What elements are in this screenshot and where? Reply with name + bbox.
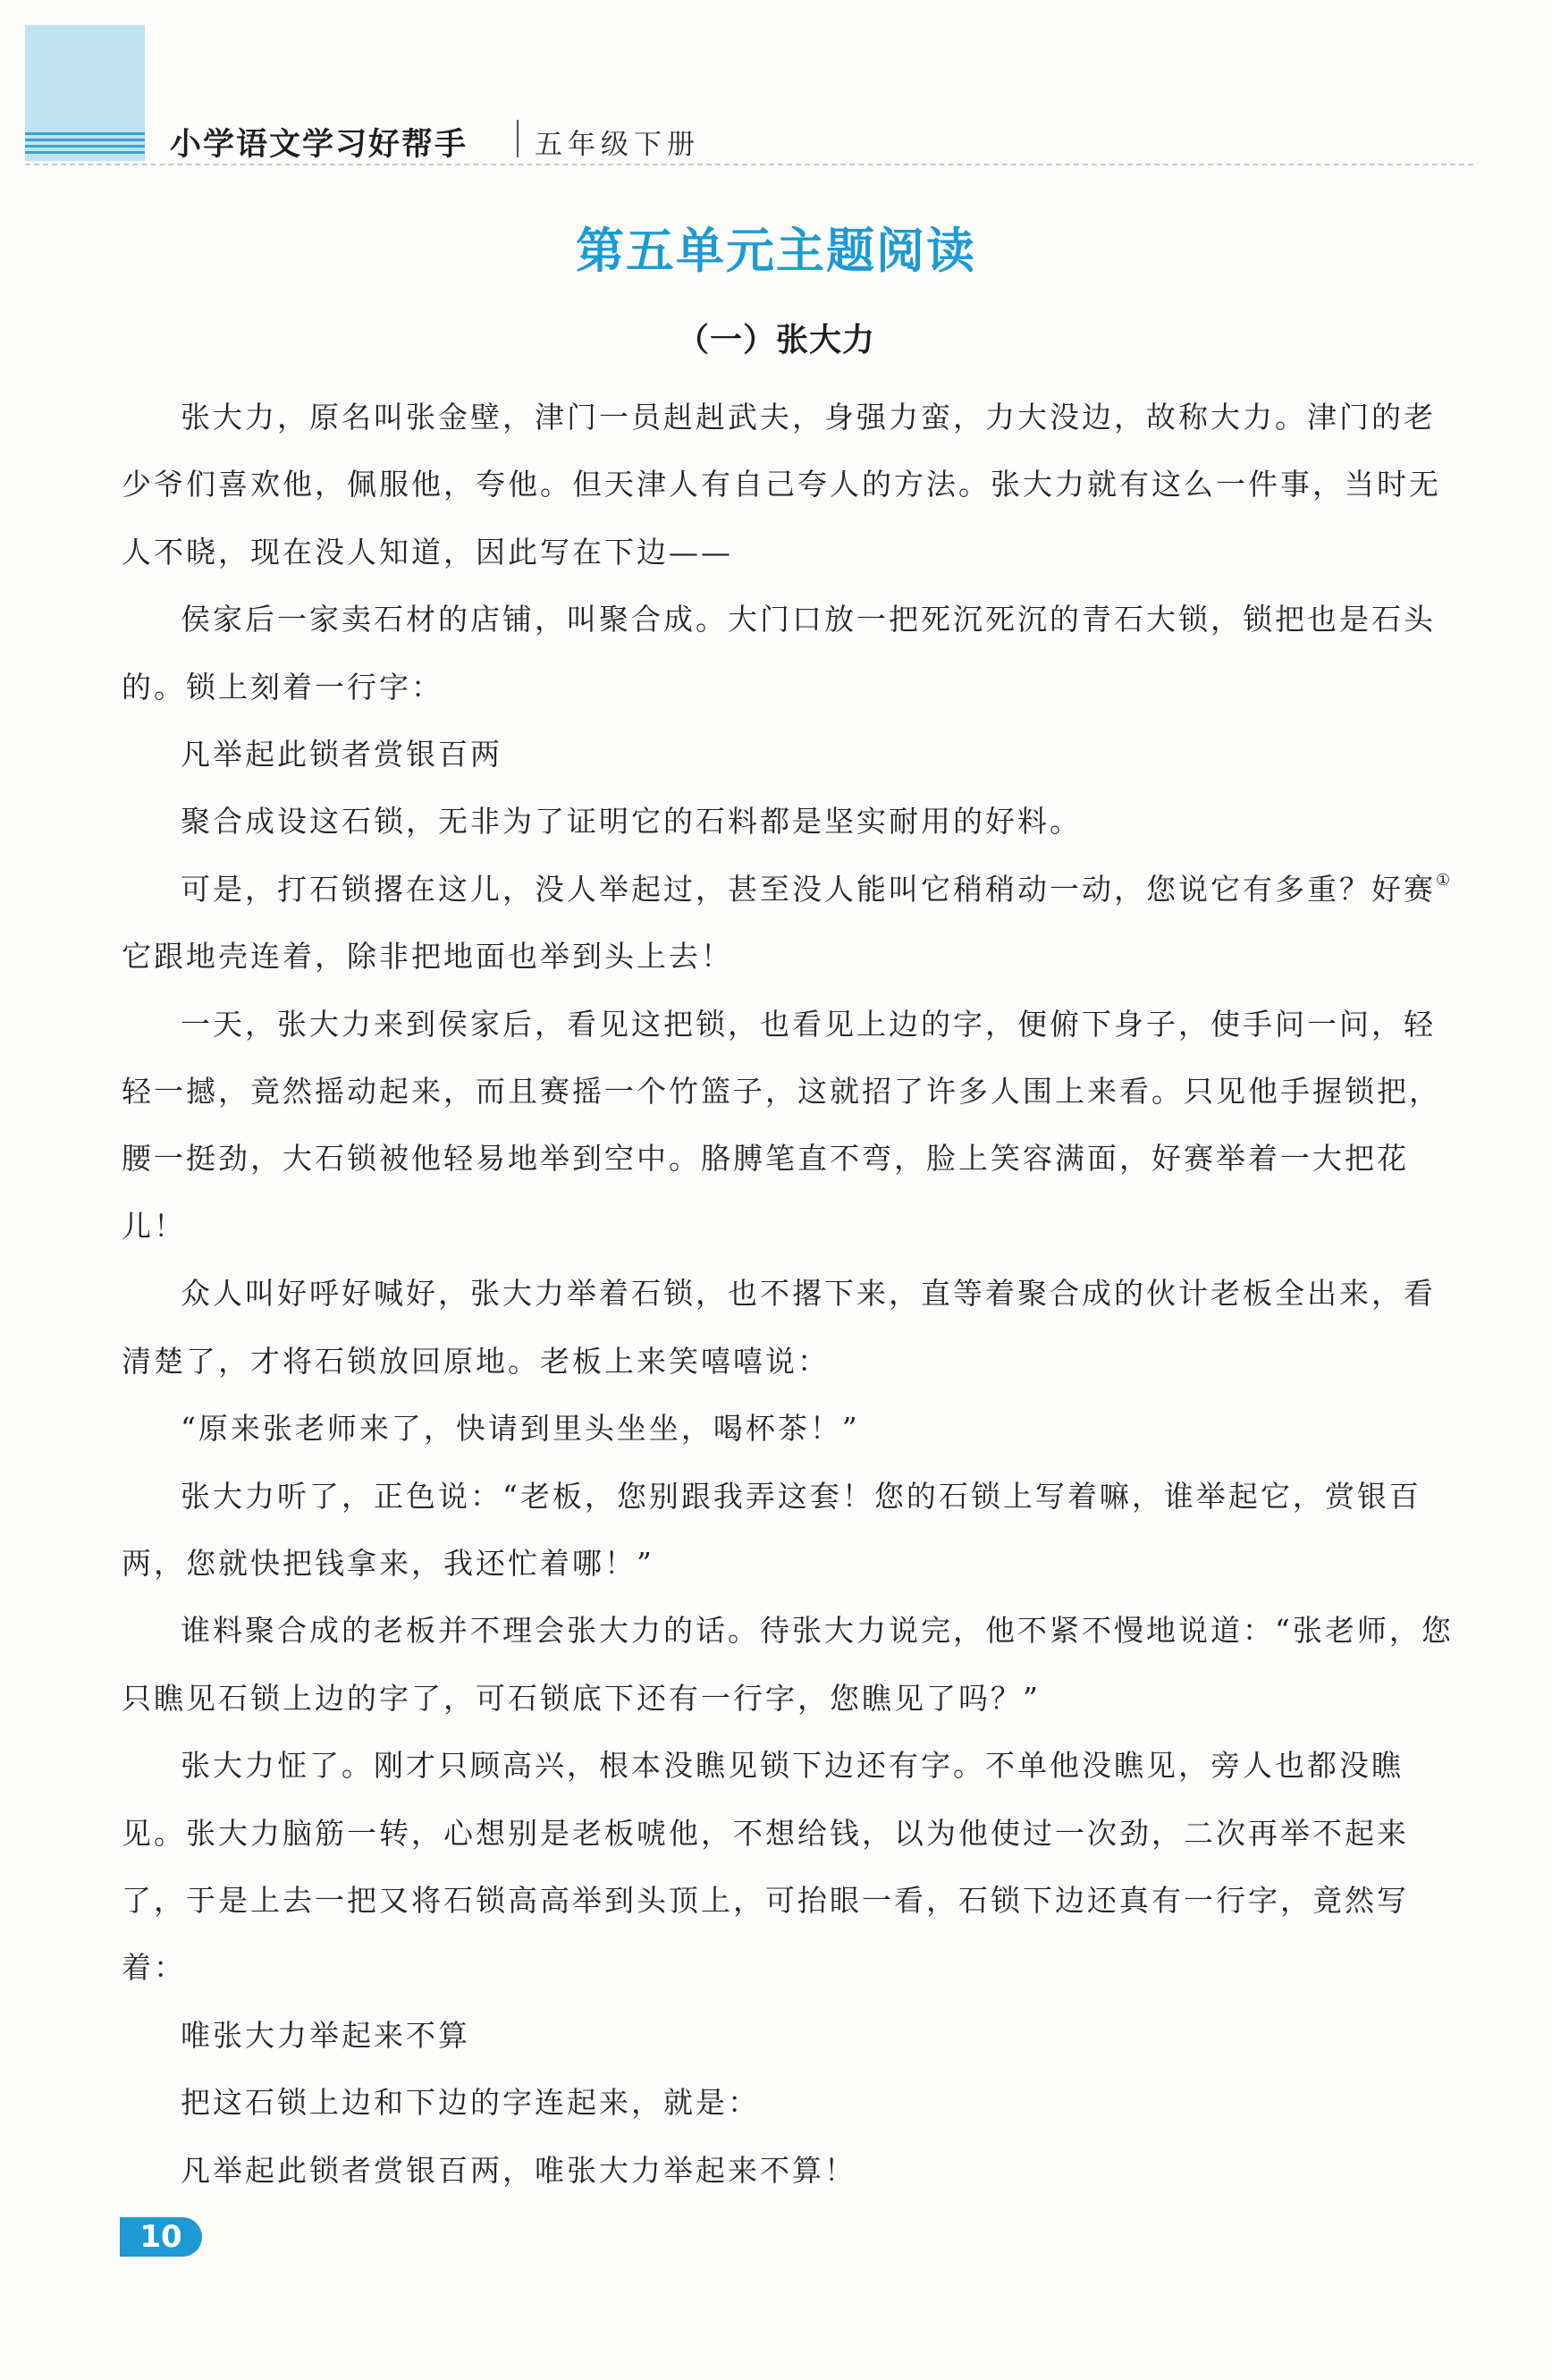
paragraph: 聚合成设这石锁，无非为了证明它的石料都是坚实耐用的好料。 (181, 804, 1082, 840)
lock-inscription-bottom: 唯张大力举起来不算 (181, 2017, 470, 2053)
paragraph: 一天，张大力来到侯家后，看见这把锁，也看见上边的字，便俯下身子，使手问一问，轻轻一撼，竟然摇动起来，而且赛摇一个竹篮子，这就招了许多人围上来看。只见他手握锁把，腰一挺劲，大石锁被他轻易地举到空中。胳膊笔直不弯，脸上笑容满面，好赛举着一大把花儿！ (122, 1006, 1441, 1244)
header-divider (25, 164, 1473, 165)
header-separator (517, 120, 519, 157)
story-body (122, 384, 1463, 2204)
paragraph: 张大力，原名叫张金壁，津门一员赳赳武夫，身强力蛮，力大没边，故称大力。津门的老少爷们喜欢他，佩服他，夸他。但天津人有自己夸人的方法。张大力就有这么一件事，当时无人不晓，现在没人知道，因此写在下边—— (122, 400, 1441, 570)
paragraph: 众人叫好呼好喊好，张大力举着石锁，也不撂下来，直等着聚合成的伙计老板全出来，看清楚了，才将石锁放回原地。老板上来笑嘻嘻说： (122, 1276, 1436, 1379)
book-series-title: 小学语文学习好帮手 (170, 127, 468, 163)
story-title: （一）张大力 (676, 322, 875, 359)
paragraph: 把这石锁上边和下边的字连起来，就是： (181, 2085, 760, 2121)
paragraph-with-footnote (122, 856, 1463, 991)
header-decoration-stripes (25, 132, 145, 159)
paragraph: 谁料聚合成的老板并不理会张大力的话。待张大力说完，他不紧不慢地说道：“张老师，您只瞧见石锁上边的字了，可石锁底下还有一行字，您瞧见了吗？” (122, 1613, 1454, 1716)
paragraph: 张大力怔了。刚才只顾高兴，根本没瞧见锁下边还有字。不单他没瞧见，旁人也都没瞧见。张大力脑筋一转，心想别是老板唬他，不想给钱，以为他使过一次劲，二次再举不起来了，于是上去一把又将石锁高高举到头顶上，可抬眼一看，石锁下边还真有一行字，竟然写着： (122, 1748, 1409, 1986)
paragraph: 侯家后一家卖石材的店铺，叫聚合成。大门口放一把死沉死沉的青石大锁，锁把也是石头的。锁上刻着一行字： (122, 602, 1436, 705)
paragraph-text: 可是，打石锁撂在这儿，没人举起过，甚至没人能叫它稍稍动一动，您说它有多重？好赛 (181, 871, 1436, 907)
footnote-mark: ① (1436, 870, 1454, 890)
dialogue-line: “原来张老师来了，快请到里头坐坐，喝杯茶！” (181, 1411, 860, 1447)
paragraph: 张大力听了，正色说：“老板，您别跟我弄这套！您的石锁上写着嘛，谁举起它，赏银百两，您就快把钱拿来，我还忙着哪！” (122, 1478, 1421, 1581)
unit-title: 第五单元主题阅读 (576, 223, 976, 279)
lock-inscription-combined: 凡举起此锁者赏银百两，唯张大力举起来不算！ (181, 2152, 856, 2188)
book-grade-label: 五年级下册 (535, 129, 700, 161)
lock-inscription-top: 凡举起此锁者赏银百两 (181, 737, 502, 772)
page-number-badge: 10 (120, 2217, 202, 2257)
paragraph-text-tail: 它跟地壳连着，除非把地面也举到头上去！ (122, 939, 733, 975)
